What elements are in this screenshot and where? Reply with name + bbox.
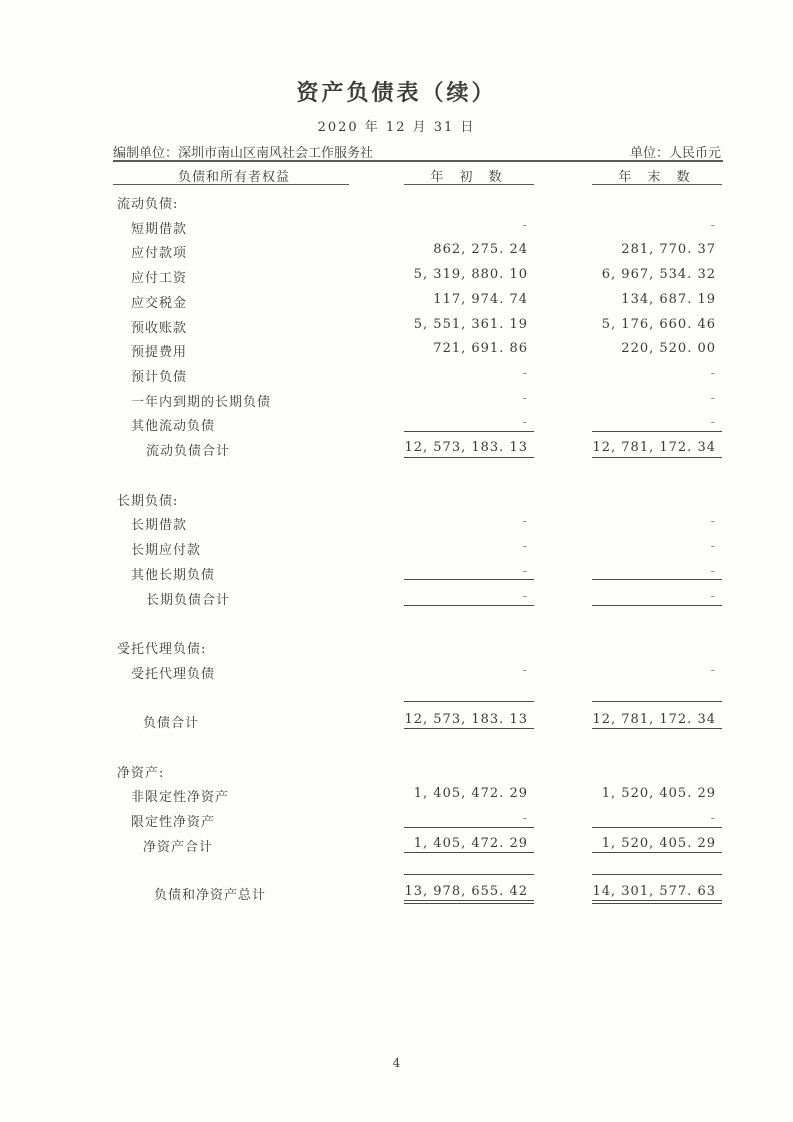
total-rule: [404, 852, 534, 853]
total-rule: [404, 457, 534, 458]
row-label: 预提费用: [131, 345, 188, 360]
column-header-begin: 年 初 数: [430, 170, 508, 185]
subtotal-rule: [404, 701, 534, 702]
header-rule: [113, 160, 723, 162]
row-label: 限定性净资产: [131, 815, 216, 830]
begin-value: -: [522, 589, 528, 604]
table-row: [0, 712, 793, 732]
table-row: [0, 242, 793, 262]
begin-value: -: [522, 539, 528, 554]
grand-total-rule: [592, 903, 722, 904]
table-row: [0, 836, 793, 856]
subtotal-rule: [592, 701, 722, 702]
table-row: [0, 218, 793, 238]
table-row: [0, 786, 793, 806]
row-label: 其他长期负债: [131, 568, 216, 583]
subtotal-rule: [404, 431, 534, 432]
grand-total-rule: [404, 903, 534, 904]
end-value: 12, 781, 172. 34: [592, 440, 716, 455]
table-row: [0, 292, 793, 312]
total-rule: [592, 728, 722, 729]
begin-value: -: [522, 391, 528, 406]
begin-value: 13, 978, 655. 42: [404, 884, 528, 899]
row-label: 应付工资: [131, 271, 188, 286]
end-value: -: [710, 663, 716, 678]
row-label: 其他流动负债: [131, 419, 216, 434]
begin-value: -: [522, 564, 528, 579]
table-row: [0, 267, 793, 287]
table-row: [0, 341, 793, 361]
begin-value: 5, 551, 361. 19: [413, 317, 528, 332]
row-label: 受托代理负债:: [117, 642, 207, 657]
row-label: 长期负债:: [117, 494, 179, 509]
begin-value: 1, 405, 472. 29: [413, 786, 528, 801]
subtotal-rule: [592, 579, 722, 580]
row-label: 负债和净资产总计: [154, 888, 267, 903]
column-underline: [592, 184, 722, 185]
row-label: 非限定性净资产: [131, 790, 230, 805]
begin-value: -: [522, 663, 528, 678]
row-label: 短期借款: [131, 222, 188, 237]
row-label: 负债合计: [143, 716, 200, 731]
report-date: 2020 年 12 月 31 日: [317, 120, 476, 135]
end-value: 281, 770. 37: [621, 242, 716, 257]
page-number: 4: [392, 1056, 401, 1070]
row-label: 预计负债: [131, 370, 188, 385]
end-value: 5, 176, 660. 46: [601, 317, 716, 332]
subtotal-rule: [404, 874, 534, 875]
total-rule: [592, 605, 722, 606]
subtotal-rule: [404, 827, 534, 828]
table-row: [0, 193, 793, 213]
end-value: 14, 301, 577. 63: [592, 884, 716, 899]
begin-value: 12, 573, 183. 13: [404, 440, 528, 455]
grand-total-rule: [404, 900, 534, 901]
row-label: 预收账款: [131, 321, 188, 336]
begin-value: 721, 691. 86: [433, 341, 528, 356]
end-value: 12, 781, 172. 34: [592, 712, 716, 727]
end-value: -: [710, 811, 716, 826]
end-value: 220, 520. 00: [621, 341, 716, 356]
total-rule: [592, 852, 722, 853]
preparer: 编制单位：深圳市南山区南风社会工作服务社: [113, 146, 374, 161]
subtotal-rule: [404, 579, 534, 580]
end-value: 1, 520, 405. 29: [601, 786, 716, 801]
end-value: -: [710, 589, 716, 604]
row-label: 长期应付款: [131, 543, 202, 558]
table-row: [0, 490, 793, 510]
begin-value: 12, 573, 183. 13: [404, 712, 528, 727]
row-label: 流动负债:: [117, 197, 179, 212]
table-row: [0, 762, 793, 782]
page-title: 资产负债表（续）: [296, 81, 497, 106]
total-rule: [592, 457, 722, 458]
table-row: [0, 564, 793, 584]
table-row: [0, 539, 793, 559]
table-row: [0, 514, 793, 534]
row-label: 应付款项: [131, 246, 188, 261]
begin-value: 862, 275. 24: [433, 242, 528, 257]
row-label: 受托代理负债: [131, 667, 216, 682]
end-value: 134, 687. 19: [621, 292, 716, 307]
total-rule: [404, 605, 534, 606]
column-header-end: 年 末 数: [618, 170, 696, 185]
table-row: [0, 415, 793, 435]
row-label: 一年内到期的长期负债: [131, 395, 272, 410]
table-row: [0, 589, 793, 609]
end-value: -: [710, 514, 716, 529]
column-underline: [404, 184, 534, 185]
table-row: [0, 811, 793, 831]
end-value: -: [710, 218, 716, 233]
begin-value: -: [522, 811, 528, 826]
end-value: 1, 520, 405. 29: [601, 836, 716, 851]
table-row: [0, 663, 793, 683]
begin-value: 5, 319, 880. 10: [413, 267, 528, 282]
begin-value: -: [522, 366, 528, 381]
currency-unit: 单位：人民币元: [629, 146, 721, 161]
row-label: 净资产合计: [143, 840, 214, 855]
column-header-label: 负债和所有者权益: [178, 170, 291, 185]
end-value: 6, 967, 534. 32: [601, 267, 716, 282]
end-value: -: [710, 366, 716, 381]
row-label: 流动负债合计: [146, 444, 231, 459]
grand-total-rule: [592, 900, 722, 901]
table-row: [0, 391, 793, 411]
end-value: -: [710, 564, 716, 579]
row-label: 长期借款: [131, 518, 188, 533]
row-label: 净资产:: [117, 766, 165, 781]
total-rule: [404, 728, 534, 729]
begin-value: 1, 405, 472. 29: [413, 836, 528, 851]
subtotal-rule: [592, 827, 722, 828]
table-row: [0, 638, 793, 658]
table-row: [0, 366, 793, 386]
column-underline: [113, 184, 349, 185]
begin-value: -: [522, 415, 528, 430]
begin-value: -: [522, 514, 528, 529]
end-value: -: [710, 415, 716, 430]
row-label: 长期负债合计: [146, 593, 231, 608]
end-value: -: [710, 391, 716, 406]
row-label: 应交税金: [131, 296, 188, 311]
end-value: -: [710, 539, 716, 554]
begin-value: -: [522, 218, 528, 233]
table-row: [0, 884, 793, 904]
subtotal-rule: [592, 874, 722, 875]
table-row: [0, 317, 793, 337]
unit-row: [113, 142, 721, 160]
begin-value: 117, 974. 74: [433, 292, 528, 307]
subtotal-rule: [592, 431, 722, 432]
